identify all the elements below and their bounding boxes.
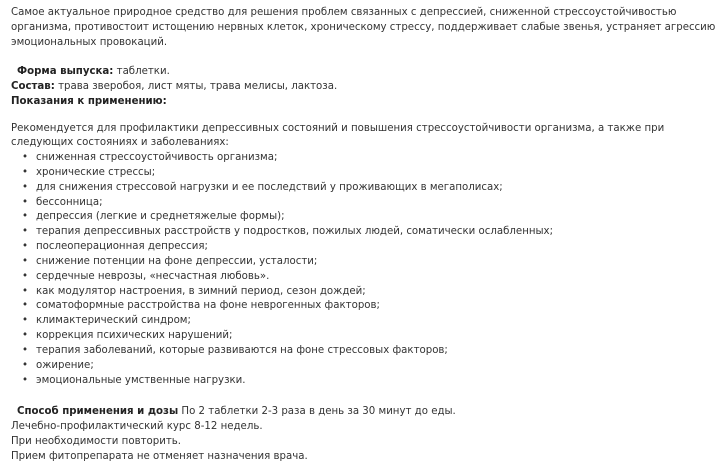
list-item: • сердечные неврозы, «несчастная любовь». [0, 270, 553, 285]
list-item: • хронические стрессы; [0, 166, 553, 181]
list-item: • послеоперационная депрессия; [0, 240, 553, 255]
list-item: • терапия депрессивных расстройств у подростков, пожилых людей, соматически ослабленных; [0, 225, 553, 240]
usage-value: По 2 таблетки 2-3 раза в день за 30 минут до еды. [178, 406, 456, 417]
usage-label: Способ применения и дозы [17, 406, 179, 417]
intro-line: организма, противостоит истощению нервных клеток, хроническому стрессу, поддерживает слабые звенья, устраняет агрессию [11, 22, 715, 33]
indications-list [0, 151, 553, 389]
form-label: Форма выпуска: [17, 66, 114, 77]
intro-line: эмоциональных провокаций. [11, 37, 168, 48]
list-item: • сниженная стрессоустойчивость организма; [0, 151, 553, 166]
usage-row [17, 405, 456, 419]
list-item: • для снижения стрессовой нагрузки и ее последствий у проживающих в мегаполисах; [0, 181, 553, 196]
list-item: • коррекция психических нарушений; [0, 329, 553, 344]
indications-intro-line: следующих состояниях и заболеваниях: [11, 137, 229, 148]
form-value: таблетки. [113, 66, 170, 77]
composition-value: трава зверобоя, лист мяты, трава мелисы, лактоза. [54, 81, 338, 92]
list-item: • снижение потенции на фоне депрессии, усталости; [0, 255, 553, 270]
list-item: • эмоциональные умственные нагрузки. [0, 374, 553, 389]
intro-line: Самое актуальное природное средство для решения проблем связанных с депрессией, сниженной стрессоустойчивостью [11, 7, 677, 18]
composition-row [11, 80, 337, 94]
usage-repeat: При необходимости повторить. [11, 436, 181, 447]
list-item: • соматоформные расстройства на фоне неврогенных факторов; [0, 299, 553, 314]
form-row [17, 65, 170, 79]
list-item: • как модулятор настроения, в зимний период, сезон дождей; [0, 285, 553, 300]
list-item: • терапия заболеваний, которые развиваются на фоне стрессовых факторов; [0, 344, 553, 359]
indications-heading: Показания к применению: [11, 96, 167, 107]
list-item: • ожирение; [0, 359, 553, 374]
indications-intro-line: Рекомендуется для профилактики депрессивных состояний и повышения стрессоустойчивости организма, а также при [11, 123, 665, 134]
composition-label: Состав: [11, 81, 55, 92]
list-item: • климактерический синдром; [0, 314, 553, 329]
usage-note: Прием фитопрепарата не отменяет назначения врача. [11, 451, 308, 462]
list-item: • депрессия (легкие и среднетяжелые формы); [0, 210, 553, 225]
list-item: • бессонница; [0, 196, 553, 211]
usage-course: Лечебно-профилактический курс 8-12 недель. [11, 421, 263, 432]
